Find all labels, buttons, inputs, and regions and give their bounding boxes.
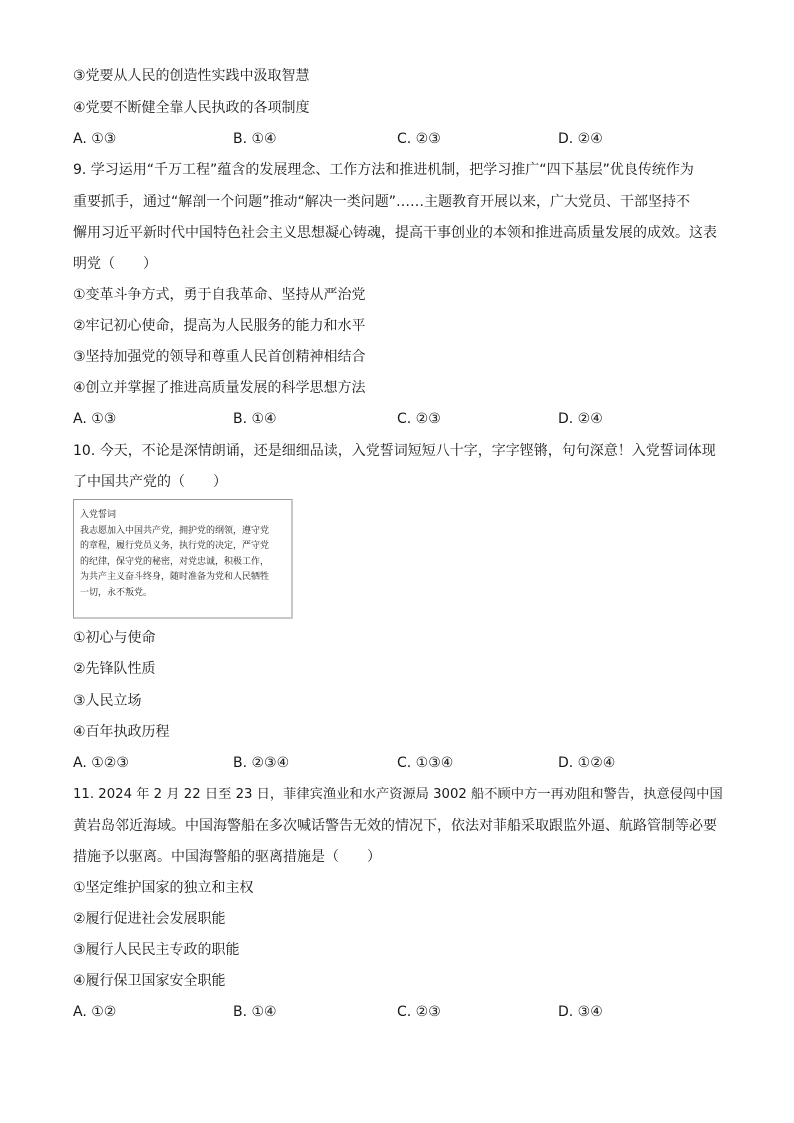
q9-options (73, 409, 733, 429)
q10-option-a: A. ①②③ (73, 755, 129, 771)
q11-statement-1: ①坚定维护国家的独立和主权 (73, 880, 254, 896)
oath-image-box (73, 499, 293, 619)
q8-option-a: A. ①③ (73, 131, 117, 147)
q8-option-d: D. ②④ (558, 131, 603, 147)
q11-statement-2: ②履行促进社会发展职能 (73, 911, 226, 927)
q11-option-b: B. ①④ (233, 1004, 277, 1020)
oath-title: 入党誓词 (80, 510, 117, 520)
q8-options (73, 129, 733, 149)
q10-statement-3: ③人民立场 (73, 693, 142, 709)
oath-line-4: 为共产主义奋斗终身，随时准备为党和人民牺牲 (80, 572, 270, 582)
q9-option-d: D. ②④ (558, 411, 603, 427)
q9-statement-3: ③坚持加强党的领导和尊重人民首创精神相结合 (73, 349, 366, 365)
q10-stem-line-2: 了中国共产党的（ ） (73, 474, 227, 490)
q10-option-c: C. ①③④ (397, 755, 454, 771)
oath-line-1: 我志愿加入中国共产党，拥护党的纲领，遵守党 (80, 525, 270, 536)
q8-statement-3: ③党要从人民的创造性实践中汲取智慧 (73, 68, 310, 84)
q8-statement-4: ④党要不断健全靠人民执政的各项制度 (73, 100, 310, 116)
q11-statement-3: ③履行人民民主专政的职能 (73, 942, 240, 958)
q10-options (73, 753, 733, 773)
q9-statement-2: ②牢记初心使命，提高为人民服务的能力和水平 (73, 318, 366, 334)
q9-stem-line-4: 明党（ ） (73, 256, 157, 272)
oath-line-5: 一切，永不叛党。 (80, 587, 153, 598)
q11-stem-line-3: 措施予以驱离。中国海警船的驱离措施是（ ） (73, 849, 381, 865)
q8-option-c: C. ②③ (397, 131, 441, 147)
q11-statement-4: ④履行保卫国家安全职能 (73, 973, 226, 989)
q10-statement-4: ④百年执政历程 (73, 724, 170, 740)
oath-line-2: 的章程，履行党员义务，执行党的决定，严守党 (80, 541, 270, 551)
q9-stem-line-3: 懈用习近平新时代中国特色社会主义思想凝心铸魂，提高干事创业的本领和推进高质量发展的成效。这表 (73, 225, 717, 241)
oath-line-3: 的纪律，保守党的秘密，对党忠诚，积极工作， (80, 556, 270, 567)
q11-stem-line-2: 黄岩岛邻近海域。中国海警船在多次喊话警告无效的情况下，依法对菲船采取跟监外逼、航路管制等必要 (73, 818, 717, 834)
q10-stem-line-1: 10. 今天，不论是深情朗诵，还是细细品读，入党誓词短短八十字，字字铿锵，句句深意！入党誓词体现 (73, 443, 716, 459)
q10-option-d: D. ①②④ (558, 755, 616, 771)
q9-option-a: A. ①③ (73, 411, 117, 427)
q9-stem-line-1: 9. 学习运用“千万工程”蕴含的发展理念、工作方法和推进机制，把学习推广“四下基层”优良传统作为 (73, 162, 694, 178)
q11-options (73, 1002, 733, 1022)
q11-stem-line-1: 11. 2024 年 2 月 22 日至 23 日，菲律宾渔业和水产资源局 3002 船不顾中方一再劝阻和警告，执意侵闯中国 (73, 787, 723, 802)
q9-option-b: B. ①④ (233, 411, 277, 427)
q11-option-d: D. ③④ (558, 1004, 603, 1020)
q8-option-b: B. ①④ (233, 131, 277, 147)
q10-option-b: B. ②③④ (233, 755, 290, 771)
q10-statement-2: ②先锋队性质 (73, 661, 156, 677)
q9-stem-line-2: 重要抓手，通过“解剖一个问题”推动“解决一类问题”……主题教育开展以来，广大党员、干部坚持不 (73, 194, 691, 210)
q10-statement-1: ①初心与使命 (73, 630, 156, 646)
q11-option-a: A. ①② (73, 1004, 117, 1020)
q9-option-c: C. ②③ (397, 411, 441, 427)
q11-option-c: C. ②③ (397, 1004, 441, 1020)
q9-statement-4: ④创立并掌握了推进高质量发展的科学思想方法 (73, 380, 366, 396)
q9-statement-1: ①变革斗争方式，勇于自我革命、坚持从严治党 (73, 287, 366, 303)
